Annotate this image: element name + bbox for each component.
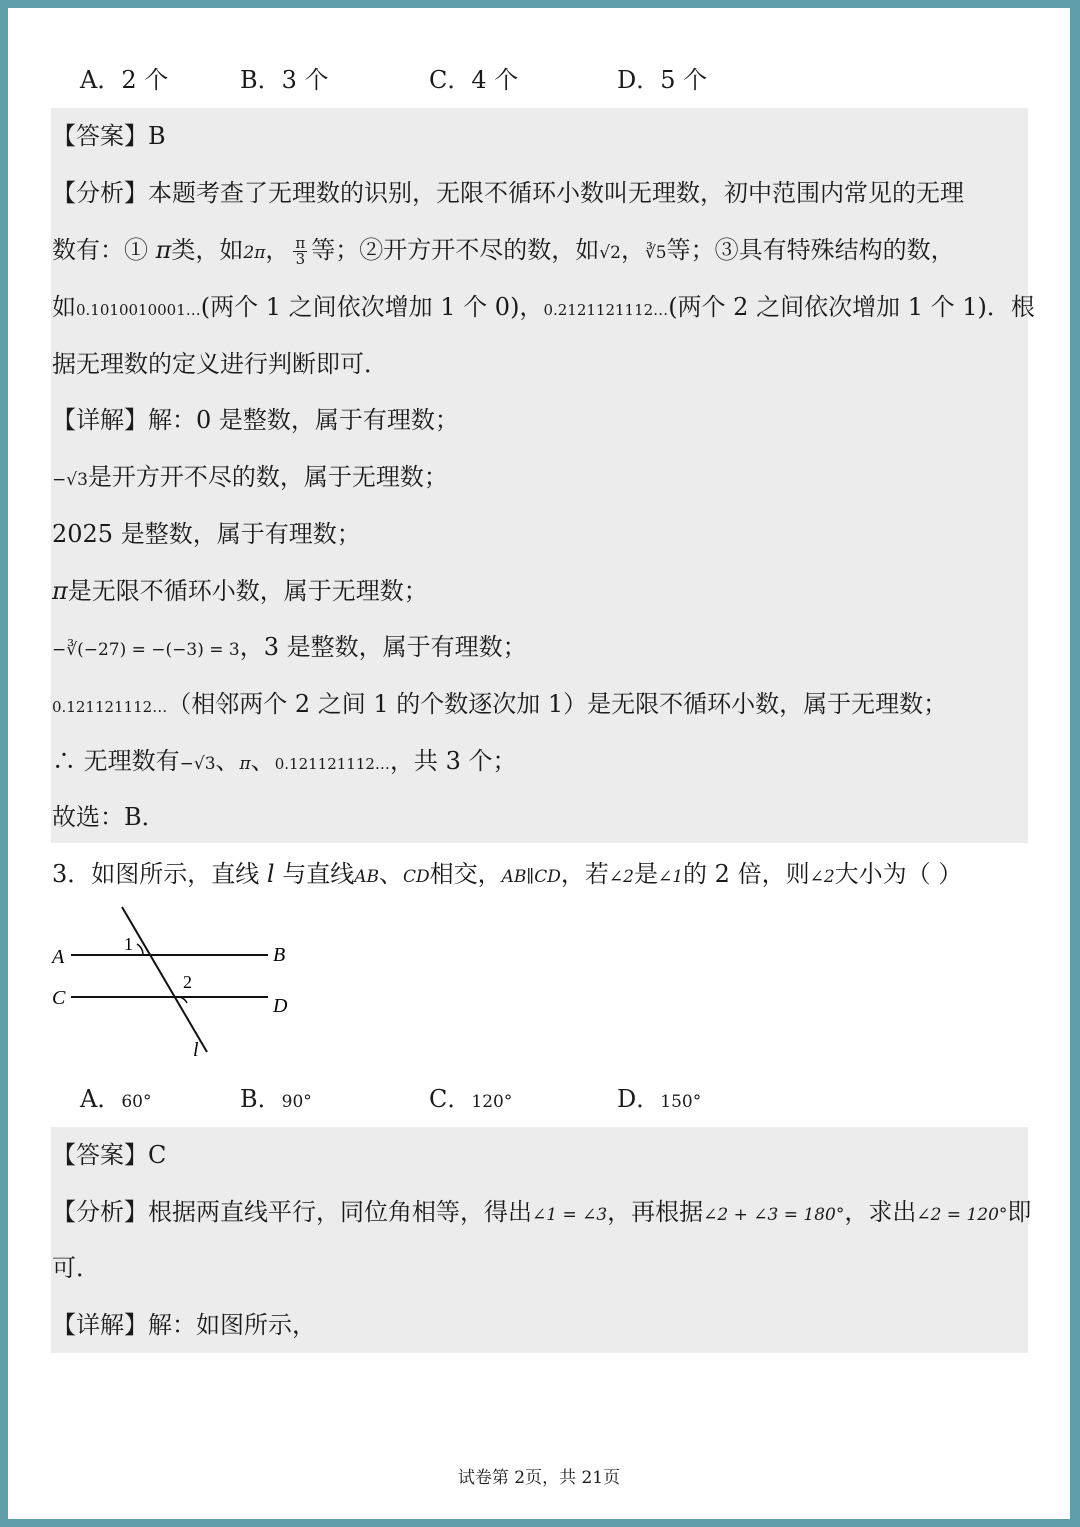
q3-analysis-line1: 【分析】根据两直线平行，同位角相等，得出∠1 = ∠3，再根据∠2 + ∠3 = 180°，求出∠2 = 120°即 (52, 1198, 1032, 1226)
q2-analysis-line2: 数有：① π类，如2π， $\frac{\pi}{3}$ 等；②开方开不尽的数，如√2，∛5等；③具有特殊结构的数， (52, 234, 955, 268)
option-letter: A． (80, 1085, 122, 1113)
exam-page (8, 8, 1070, 1519)
label-l: l (193, 1039, 199, 1060)
q2-analysis-line3: 如0.1010010001…(两个 1 之间依次增加 1 个 0)，0.2121121112…(两个 2 之间依次增加 1 个 1)．根 (52, 293, 1035, 321)
label-b: B (273, 944, 286, 966)
q2-detail-line5: −∛(−27) = −(−3) = 3，3 是整数，属于有理数； (52, 633, 527, 661)
q3-option-c[interactable] (429, 1083, 512, 1118)
option-letter: B． (240, 66, 282, 94)
label-angle-1: 1 (124, 934, 133, 954)
option-letter: A． (80, 66, 122, 94)
q2-answer: 【答案】B (52, 122, 166, 150)
q3-analysis-line2: 可． (52, 1254, 100, 1282)
option-letter: C． (429, 66, 472, 94)
option-text: 5 个 (660, 66, 708, 94)
q2-detail-line6: 0.121121112…（相邻两个 2 之间 1 的个数逐次加 1）是无限不循环小数，属于无理数； (52, 690, 948, 718)
q3-answer: 【答案】C (52, 1141, 167, 1169)
option-text: 60° (121, 1092, 152, 1112)
q2-option-a[interactable] (80, 64, 168, 96)
option-text: 3 个 (281, 66, 329, 94)
q2-detail-line8: 故选：B． (52, 803, 166, 831)
q2-detail-line4: π是无限不循环小数，属于无理数； (52, 577, 428, 605)
q2-detail-line3: 2025 是整数，属于有理数； (52, 520, 361, 548)
angle-1-arc (137, 944, 143, 955)
q2-option-d[interactable] (617, 64, 707, 96)
page-footer: 试卷第 2页，共 21页 (457, 1468, 621, 1488)
q3-option-d[interactable] (617, 1083, 701, 1118)
q2-analysis-line4: 据无理数的定义进行判断即可． (52, 350, 388, 378)
q2-detail-line1: 【详解】解：0 是整数，属于有理数； (52, 406, 459, 434)
option-text: 2 个 (121, 66, 169, 94)
q3-figure (44, 900, 304, 1060)
option-text: 90° (281, 1092, 312, 1112)
label-a: A (52, 946, 65, 968)
label-d: D (273, 995, 288, 1017)
option-letter: B． (240, 1085, 282, 1113)
option-text: 150° (660, 1092, 702, 1112)
q2-option-c[interactable] (429, 64, 518, 96)
q3-option-b[interactable] (240, 1083, 312, 1118)
option-text: 4 个 (471, 66, 519, 94)
q2-detail-line2: −√3是开方开不尽的数，属于无理数； (52, 463, 448, 491)
option-letter: D． (617, 66, 661, 94)
q3-option-a[interactable] (80, 1083, 151, 1118)
q2-option-b[interactable] (240, 64, 329, 96)
line-l (122, 907, 207, 1052)
option-letter: D． (617, 1085, 661, 1113)
q2-detail-line7: ∴ 无理数有−√3、π、0.121121112…，共 3 个； (52, 747, 517, 775)
label-c: C (52, 987, 66, 1009)
option-letter: C． (429, 1085, 472, 1113)
q3-detail: 【详解】解：如图所示， (52, 1311, 316, 1339)
label-angle-2: 2 (183, 972, 192, 992)
pi-over-3-fraction: $\frac{\pi}{3}$ (295, 234, 306, 268)
q2-analysis-line1: 【分析】本题考查了无理数的识别，无限不循环小数叫无理数，初中范围内常见的无理 (52, 179, 964, 207)
option-text: 120° (471, 1092, 513, 1112)
q3-stem: 3．如图所示，直线 l 与直线AB、CD相交，AB∥CD，若∠2是∠1的 2 倍，则∠2大小为（ ） (52, 860, 963, 888)
